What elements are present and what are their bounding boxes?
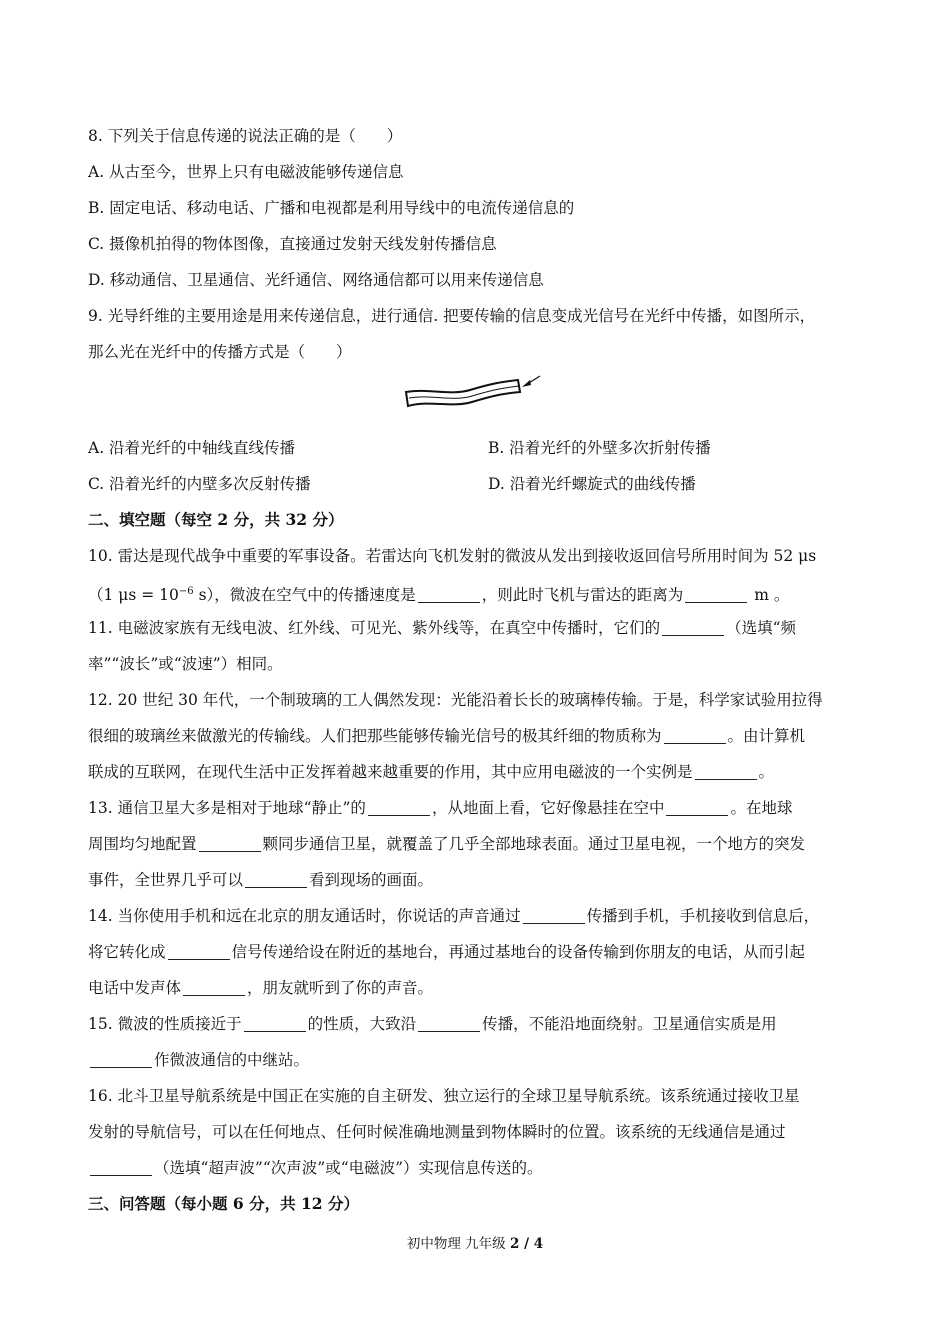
q9-stem-line-2: 那么光在光纤中的传播方式是（ ）: [88, 343, 352, 361]
q13-text-f: 事件，全世界几乎可以: [88, 871, 244, 889]
answer-blank[interactable]: [418, 584, 480, 603]
q8-stem: 8. 下列关于信息传递的说法正确的是（ ）: [88, 127, 403, 145]
q13-text-a: 13. 通信卫星大多是相对于地球“静止”的: [88, 799, 366, 817]
q9-stem-line-1: 9. 光导纤维的主要用途是用来传递信息，进行通信. 把要传输的信息变成光信号在光纤中传播，如图所示，: [88, 307, 816, 325]
q14-text-f: ，朋友就听到了你的声音。: [247, 979, 434, 997]
q11-text-a: 11. 电磁波家族有无线电波、红外线、可见光、紫外线等，在真空中传播时，它们的: [88, 619, 661, 637]
q12-line-3: [88, 754, 878, 790]
section-2-title: 二、填空题（每空 2 分，共 32 分）: [88, 510, 344, 529]
q8-option-a: A. 从古至今，世界上只有电磁波能够传递信息: [88, 163, 404, 181]
footer-subject: 初中物理 九年级: [406, 1236, 510, 1252]
q15-line-2: [88, 1042, 878, 1078]
q13-line-2: [88, 826, 878, 862]
q13-text-d: 周围均匀地配置: [88, 835, 197, 853]
q9-option-a: A. 沿着光纤的中轴线直线传播: [88, 439, 296, 457]
q15-text-a: 15. 微波的性质接近于: [88, 1015, 242, 1033]
answer-blank[interactable]: [199, 833, 261, 852]
q15-text-c: 传播，不能沿地面绕射。卫星通信实质是用: [482, 1015, 777, 1033]
q14-line-3: [88, 970, 878, 1006]
q14-line-2: [88, 934, 878, 970]
q12-text-c: 联成的互联网，在现代生活中正发挥着越来越重要的作用，其中应用电磁波的一个实例是: [88, 763, 693, 781]
q13-line-1: [88, 790, 878, 826]
answer-blank[interactable]: [90, 1157, 152, 1176]
q11-line-1: [88, 610, 878, 646]
exam-page: [88, 118, 878, 1222]
page-footer: [0, 1232, 950, 1252]
q14-text-a: 14. 当你使用手机和远在北京的朋友通话时，你说话的声音通过: [88, 907, 521, 925]
q13-text-b: ，从地面上看，它好像悬挂在空中: [431, 799, 665, 817]
q12-text-a: 很细的玻璃丝来做激光的传输线。人们把那些能够传输光信号的极其纤细的物质称为: [88, 727, 662, 745]
section-3-title: 三、问答题（每小题 6 分，共 12 分）: [88, 1194, 359, 1213]
q14-text-b: 传播到手机，手机接收到信息后，: [586, 907, 820, 925]
light-arrow-head: [522, 380, 531, 387]
q13-text-e: 颗同步通信卫星，就覆盖了几乎全部地球表面。通过卫星电视，一个地方的突发: [262, 835, 806, 853]
q13-text-g: 看到现场的画面。: [309, 871, 434, 889]
answer-blank[interactable]: [245, 869, 307, 888]
q10-line-2: [88, 574, 878, 610]
q16-line-3: [88, 1150, 878, 1186]
q15-line-1: [88, 1006, 878, 1042]
q10-exponent: −6: [178, 586, 194, 597]
answer-blank[interactable]: [244, 1013, 306, 1032]
answer-blank[interactable]: [664, 725, 726, 744]
q16-line-2: 发射的导航信号，可以在任何地点、任何时候准确地测量到物体瞬时的位置。该系统的无线通信是通过: [88, 1123, 786, 1141]
q12-line-2: [88, 718, 878, 754]
q13-line-3: [88, 862, 878, 898]
q10-text-c: ，则此时飞机与雷达的距离为: [481, 586, 684, 605]
answer-blank[interactable]: [368, 797, 430, 816]
answer-blank[interactable]: [168, 941, 230, 960]
q16-line-1: 16. 北斗卫星导航系统是中国正在实施的自主研发、独立运行的全球卫星导航系统。该系统通过接收卫星: [88, 1087, 800, 1105]
q12-text-d: 。: [758, 763, 775, 781]
q12-line-1: 12. 20 世纪 30 年代，一个制玻璃的工人偶然发现：光能沿着长长的玻璃棒传输。于是，科学家试验用拉得: [88, 691, 823, 709]
q9-option-d: D. 沿着光纤螺旋式的曲线传播: [488, 475, 696, 493]
q9-option-c: C. 沿着光纤的内壁多次反射传播: [88, 475, 311, 493]
optical-fiber-figure: [88, 370, 878, 430]
q11-text-b: （选填“频: [726, 619, 797, 637]
q8-option-b: B. 固定电话、移动电话、广播和电视都是利用导线中的电流传递信息的: [88, 199, 575, 217]
q9-options-row-1: [88, 430, 878, 466]
q15-text-d: 作微波通信的中继站。: [154, 1051, 310, 1069]
q12-text-b: 。由计算机: [727, 727, 806, 745]
q10-text-d: m 。: [749, 586, 790, 605]
answer-blank[interactable]: [666, 797, 728, 816]
q8-option-c: C. 摄像机拍得的物体图像，直接通过发射天线发射传播信息: [88, 235, 497, 253]
answer-blank[interactable]: [685, 584, 747, 603]
optical-fiber-diagram: [400, 374, 560, 422]
q10-text-b: s），微波在空气中的传播速度是: [193, 586, 416, 605]
answer-blank[interactable]: [183, 977, 245, 996]
q8-option-d: D. 移动通信、卫星通信、光纤通信、网络通信都可以用来传递信息: [88, 271, 544, 289]
q14-text-e: 电话中发声体: [88, 979, 182, 997]
answer-blank[interactable]: [523, 905, 585, 924]
q14-text-c: 将它转化成: [88, 943, 166, 961]
q9-options-row-2: [88, 466, 878, 502]
q10-unit-text: （1 μs = 10: [88, 586, 179, 605]
answer-blank[interactable]: [695, 761, 757, 780]
q10-line-1: 10. 雷达是现代战争中重要的军事设备。若雷达向飞机发射的微波从发出到接收返回信号所用时间为 52 μs: [88, 547, 817, 565]
q16-text-c: （选填“超声波”“次声波”或“电磁波”）实现信息传送的。: [154, 1159, 543, 1177]
answer-blank[interactable]: [90, 1049, 152, 1068]
q14-line-1: [88, 898, 878, 934]
answer-blank[interactable]: [418, 1013, 480, 1032]
q14-text-d: 信号传递给设在附近的基地台，再通过基地台的设备传输到你朋友的电话，从而引起: [231, 943, 806, 961]
q15-text-b: 的性质，大致沿: [307, 1015, 417, 1033]
fiber-outline: [406, 380, 520, 406]
q13-text-c: 。在地球: [730, 799, 793, 817]
q11-line-2: 率”“波长”或“波速”）相同。: [88, 655, 283, 673]
answer-blank[interactable]: [662, 617, 724, 636]
footer-page-number: 2 / 4: [509, 1236, 544, 1252]
q9-option-b: B. 沿着光纤的外壁多次折射传播: [488, 439, 711, 457]
